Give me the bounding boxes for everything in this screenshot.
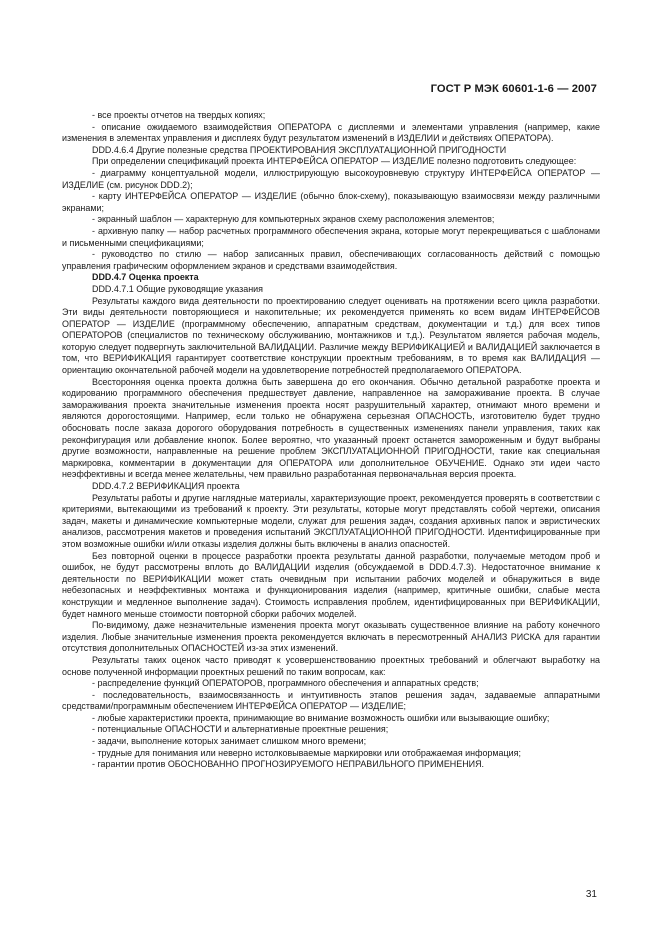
list-item: - потенциальные ОПАСНОСТИ и альтернативные проектные решения; <box>92 724 389 735</box>
paragraph: По-видимому, даже незначительные изменения проекта могут оказывать существенное влияние на работу конечного изделия. Любые значительные изменения проекта рекомендуется включать в пересмотренный АНАЛИЗ РИСКА для гарантии отсутствия дополнительных ОПАСНОСТЕЙ из-за этих изменений. <box>62 620 600 654</box>
paragraph: Результаты каждого вида деятельности по проектированию следует оценивать на протяжении всего цикла разработки. Эти виды деятельности повторяющиеся и накопительные; их рекомендуется применять ко всем видам ИНТЕРФЕЙСОВ ОПЕРАТОР — ИЗДЕЛИЕ (программному обеспечению, аппаратным средствам, документации и т.д.) для всех типов ОПЕРАТОРОВ (специалистов по техническому обслуживанию, монтажников и т.д.). Результатом является рабочая модель, которую следует подвергнуть заключительной ВАЛИДАЦИИ. Различие между ВЕРИФИКАЦИЕЙ и ВАЛИДАЦИЕЙ заключается в том, что ВЕРИФИКАЦИЯ гарантирует соответствие конструкции проектным требованиям, в то время как ВАЛИДАЦИЯ — ориентацию окончательной рабочей модели на удовлетворение потребностей предполагаемого ОПЕРАТОРА. <box>62 295 600 376</box>
list-item: - карту ИНТЕРФЕЙСА ОПЕРАТОР — ИЗДЕЛИЕ (обычно блок-схему), показывающую взаимосвязи между различными экранами; <box>62 191 600 213</box>
standard-header: ГОСТ Р МЭК 60601-1-6 — 2007 <box>430 83 597 95</box>
list-item: - экранный шаблон — характерную для компьютерных экранов схему расположения элементов; <box>92 214 495 225</box>
list-item: - трудные для понимания или неверно истолковываемые маркировки или отображаемая информация; <box>92 747 521 758</box>
list-item: - гарантии против ОБОСНОВАННО ПРОГНОЗИРУЕМОГО НЕПРАВИЛЬНОГО ПРИМЕНЕНИЯ. <box>92 759 485 770</box>
list-item: - руководство по стилю — набор записанных правил, обеспечивающих согласованность действий с помощью управления графическим оформлением экранов и средствами взаимодействия. <box>62 249 600 271</box>
list-item: - задачи, выполнение которых занимает слишком много времени; <box>92 736 367 747</box>
list-item: - любые характеристики проекта, принимающие во внимание возможность ошибки или вызывающие ошибку; <box>92 712 550 723</box>
paragraph: При определении спецификаций проекта ИНТЕРФЕЙСА ОПЕРАТОР — ИЗДЕЛИЕ полезно подготовить следующее: <box>92 156 577 167</box>
document-body <box>62 110 600 771</box>
section-heading: DDD.4.7 Оценка проекта <box>92 272 199 283</box>
list-item: - последовательность, взаимосвязанность и интуитивность этапов решения задач, задаваемые аппаратными средствами/программным обеспечением ИНТЕРФЕЙСА ОПЕРАТОР — ИЗДЕЛИЕ; <box>62 689 600 712</box>
paragraph: - описание ожидаемого взаимодействия ОПЕРАТОРА с дисплеями и элементами управления (например, какие изменения в элементах управления и дисплеях будут результатом изменений в ИЗДЕЛИИ и действиях ОПЕРАТОРА). <box>62 121 600 144</box>
list-item: - архивную папку — набор расчетных программного обеспечения экрана, которые могут перекрещиваться с шаблонами и письменными спецификациями; <box>62 225 600 248</box>
paragraph: Результаты работы и другие наглядные материалы, характеризующие проект, рекомендуется проверять в соответствии с критериями, вытекающими из требований к проекту. Эти результаты, которые могут представлять собой чертежи, описания задач, макеты и динамические компьютерные модели, служат для решения задач, создания архивных папок и эвристических анализов, рассмотрения макетов и проведения испытаний ЭКСПЛУАТАЦИОННОЙ ПРИГОДНОСТИ. Идентифицированные при этом возможные ошибки и/или отказы изделия должны быть включены в анализ опасностей. <box>62 492 600 549</box>
subsection-heading: DDD.4.6.4 Другие полезные средства ПРОЕКТИРОВАНИЯ ЭКСПЛУАТАЦИОННОЙ ПРИГОДНОСТИ <box>92 144 507 155</box>
list-item: - распределение функций ОПЕРАТОРОВ, программного обеспечения и аппаратных средств; <box>92 678 479 689</box>
subsection-heading: DDD.4.7.1 Общие руководящие указания <box>92 283 263 294</box>
subsection-heading: DDD.4.7.2 ВЕРИФИКАЦИЯ проекта <box>92 481 240 491</box>
paragraph: - все проекты отчетов на твердых копиях; <box>92 110 266 120</box>
paragraph: Результаты таких оценок часто приводят к усовершенствованию проектных требований и облегчают выработку на основе полученной информации проектных решений по таким вопросам, как: <box>62 654 600 677</box>
list-item: - диаграмму концептуальной модели, иллюстрирующую высокоуровневую структуру ИНТЕРФЕЙСА ОПЕРАТОР — ИЗДЕЛИЕ (см. рисунок DDD.2); <box>62 167 600 190</box>
paragraph: Всесторонняя оценка проекта должна быть завершена до его окончания. Обычно детальной разработке проекта и кодированию программного обеспечения предшествует давление, направленное на замораживание проекта. В случае замораживания проекта значительные изменения проекта носят разрушительный характер, отнимают много времени и являются дорогостоящими. Например, если только не обнаружена серьезная ОПАСНОСТЬ, изготовителю будет трудно обосновать после заказа дорогого оборудования потребность в существенных изменениях панели управления, таких как реконфигурация или добавление кнопок. Более вероятно, что указанный проект останется замороженным и будут выбраны другие возможности, направленные на решение проблем ЭКСПЛУАТАЦИОННОЙ ПРИГОДНОСТИ, такие как специальная маркировка, комментарии в документации для ОПЕРАТОРА или дополнительное ОБУЧЕНИЕ. Однако эти идеи часто неэффективны и всегда менее желательны, чем правильно разработанная первоначальная версия проекта. <box>62 376 600 480</box>
page-number: 31 <box>585 889 597 900</box>
paragraph: Без повторной оценки в процессе разработки проекта результаты данной разработки, получаемые методом проб и ошибок, не будут рассмотрены вплоть до ВАЛИДАЦИИ изделия (обсуждаемой в DDD.4.7.3). Недостаточное внимание к деятельности по ВЕРИФИКАЦИИ может стать очевидным при испытании рабочих моделей и обнаружиться в виде небезопасных и неэффективных монтажа и функционирования изделия (например, критичные ошибки, слабые места конструкции и медленное выполнение задач). Стоимость исправления проблем, идентифицированных при ВЕРИФИКАЦИИ, будет намного меньше стоимости повторной сборки рабочих моделей. <box>62 550 600 619</box>
